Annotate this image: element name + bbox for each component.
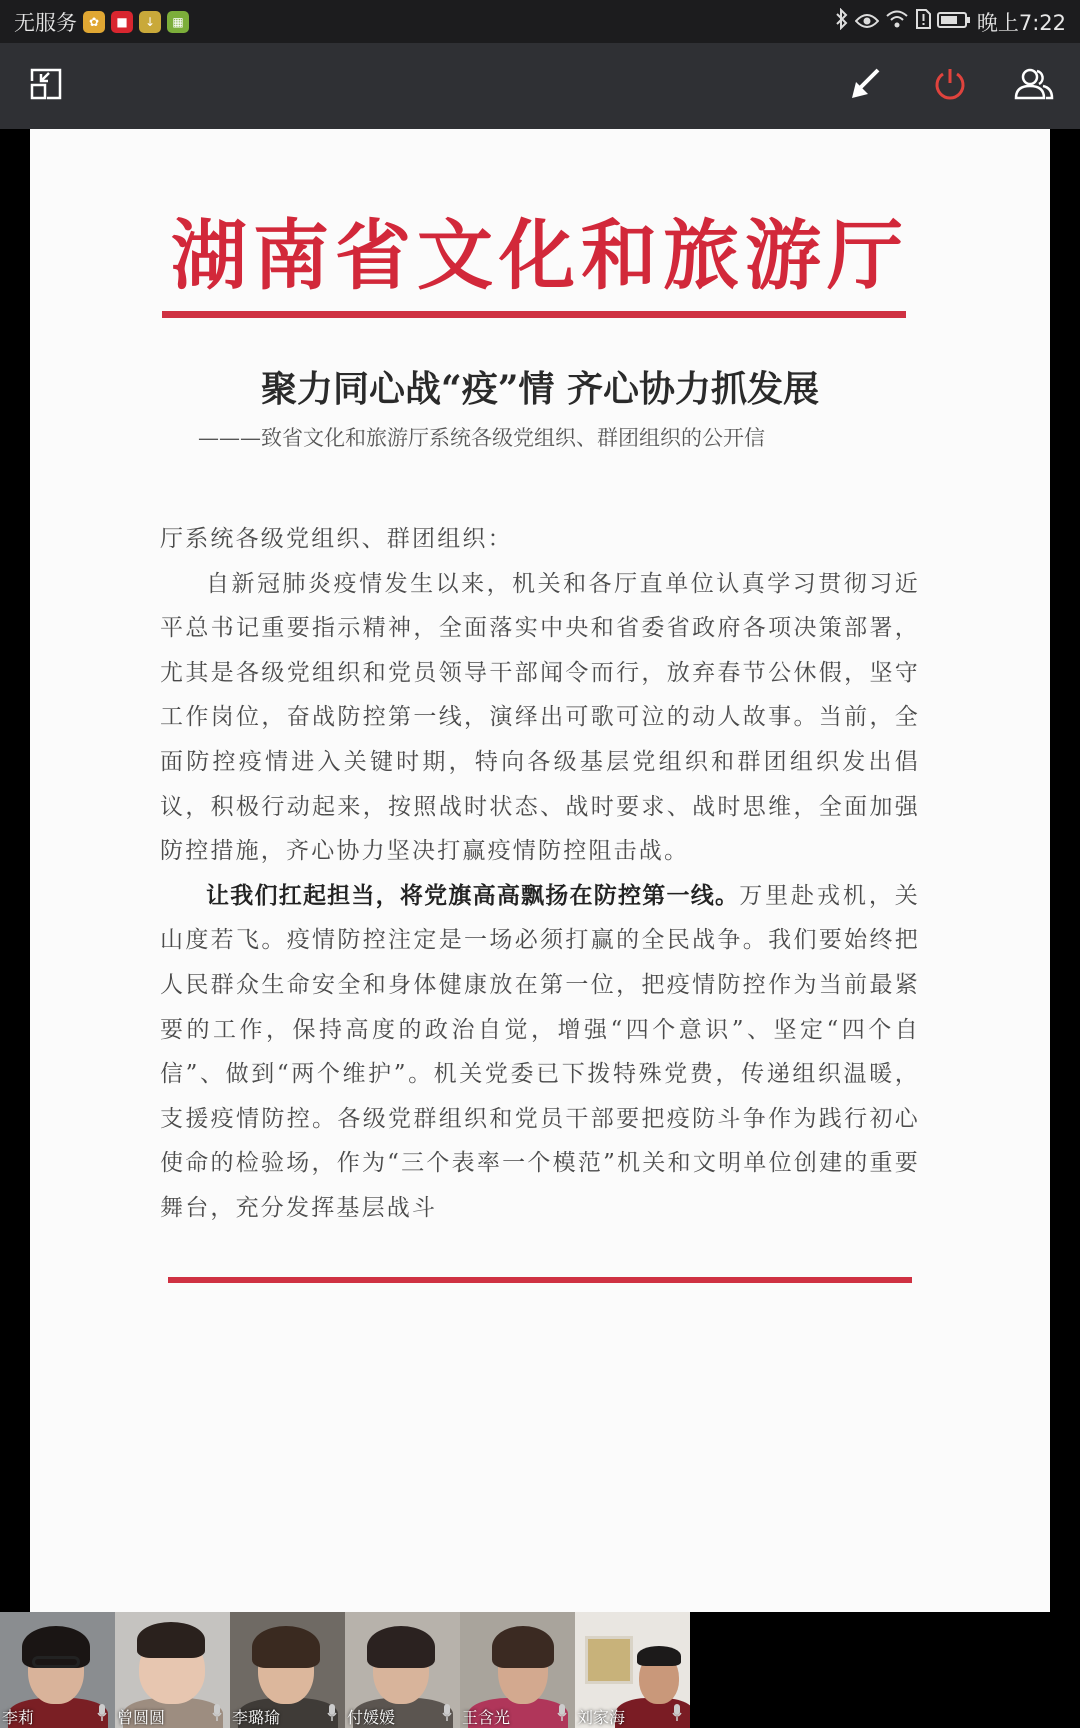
- eye-comfort-icon: [855, 10, 879, 34]
- participant-name: 付媛媛: [347, 1708, 396, 1727]
- salutation: 厅系统各级党组织、群团组织：: [160, 526, 513, 552]
- document-body: [160, 517, 920, 1231]
- shared-document-area[interactable]: [0, 129, 1080, 1612]
- game-app-icon: ▦: [167, 11, 189, 33]
- bluetooth-icon: [835, 8, 849, 35]
- participant-name: 刘家海: [577, 1708, 626, 1727]
- participant-tile[interactable]: [0, 1612, 115, 1728]
- participant-name: 曾圆圆: [117, 1708, 166, 1727]
- participant-tile[interactable]: [230, 1612, 345, 1728]
- mic-icon: [672, 1704, 682, 1722]
- paragraph-2-rest: 万里赴戎机，关山度若飞。疫情防控注定是一场必须打赢的全民战争。我们要始终把人民群众生命安全和身体健康放在第一位，把疫情防控作为当前最紧要的工作，保持高度的政治自觉，增强“四个意识”、坚定“四个自信”、做到“两个维护”。机关党委已下拨特殊党费，传递组织温暖，支援疫情防控。各级党群组织和党员干部要把疫防斗争作为践行初心使命的检验场，作为“三个表率一个模范”机关和文明单位创建的重要舞台，充分发挥基层战斗: [160, 882, 921, 1221]
- document-heading: 聚力同心战“疫”情 齐心协力抓发展: [261, 368, 819, 410]
- paragraph-2: [160, 874, 920, 1231]
- end-meeting-button[interactable]: [930, 66, 970, 106]
- mic-icon: [212, 1704, 222, 1722]
- participant-hair: [637, 1646, 681, 1666]
- footer-red-rule: [168, 1277, 912, 1283]
- toolbar-right-group: [846, 66, 1054, 106]
- document-org-title: 湖南省文化和旅游厅: [171, 211, 909, 300]
- glasses-icon: [32, 1656, 80, 1668]
- power-icon: [932, 66, 968, 106]
- wall-painting: [585, 1636, 633, 1684]
- exit-fullscreen-button[interactable]: [26, 66, 66, 106]
- status-bar-left: [14, 7, 189, 37]
- participant-name: 王含光: [462, 1708, 511, 1727]
- participant-tile[interactable]: [460, 1612, 575, 1728]
- participant-hair: [367, 1626, 435, 1668]
- participant-hair: [492, 1626, 554, 1668]
- participants-icon: [1012, 66, 1056, 106]
- participants-button[interactable]: [1014, 66, 1054, 106]
- status-bar-right: [835, 7, 1066, 37]
- paragraph-1: 自新冠肺炎疫情发生以来，机关和各厅直单位认真学习贯彻习近平总书记重要指示精神，全面落实中央和省委省政府各项决策部署，尤其是各级党组织和党员领导干部闻令而行，放弃春节公休假，坚守工作岗位，奋战防控第一线，演绎出可歌可泣的动人故事。当前，全面防控疫情进入关键时期，特向各级基层党组织和群团组织发出倡议，积极行动起来，按照战时状态、战时要求、战时思维，全面加强防控措施，齐心协力坚决打赢疫情防控阻击战。: [160, 570, 920, 865]
- meeting-toolbar: [0, 43, 1080, 129]
- mic-icon: [327, 1704, 337, 1722]
- clock: 晚上7:22: [976, 10, 1066, 35]
- mic-icon: [557, 1704, 567, 1722]
- wifi-icon: [885, 9, 909, 34]
- document-page: [30, 129, 1050, 1612]
- arrow-pen-icon: [848, 66, 884, 106]
- participant-name: 李莉: [2, 1708, 35, 1727]
- participant-tile[interactable]: [115, 1612, 230, 1728]
- status-bar: [0, 0, 1080, 43]
- exit-fullscreen-icon: [29, 67, 63, 105]
- participant-video-strip: [0, 1612, 1080, 1728]
- annotate-button[interactable]: [846, 66, 886, 106]
- battery-icon: [937, 10, 971, 34]
- video-app-icon: ■: [111, 11, 133, 33]
- header-red-rule: [162, 311, 906, 318]
- sim-alert-icon: [915, 9, 931, 34]
- document-subheading: ———致省文化和旅游厅系统各级党组织、群团组织的公开信: [198, 426, 765, 450]
- paragraph-2-lead: 让我们扛起担当，将党旗高高飘扬在防控第一线。: [206, 881, 740, 909]
- participant-tile[interactable]: [345, 1612, 460, 1728]
- mic-icon: [442, 1704, 452, 1722]
- participant-tile[interactable]: [575, 1612, 690, 1728]
- participant-hair: [252, 1626, 320, 1668]
- mic-icon: [97, 1704, 107, 1722]
- carrier-label: 无服务: [14, 10, 77, 35]
- photos-app-icon: ✿: [83, 11, 105, 33]
- participant-hair: [137, 1622, 205, 1658]
- participant-name: 李璐瑜: [232, 1708, 281, 1727]
- download-app-icon: ↓: [139, 11, 161, 33]
